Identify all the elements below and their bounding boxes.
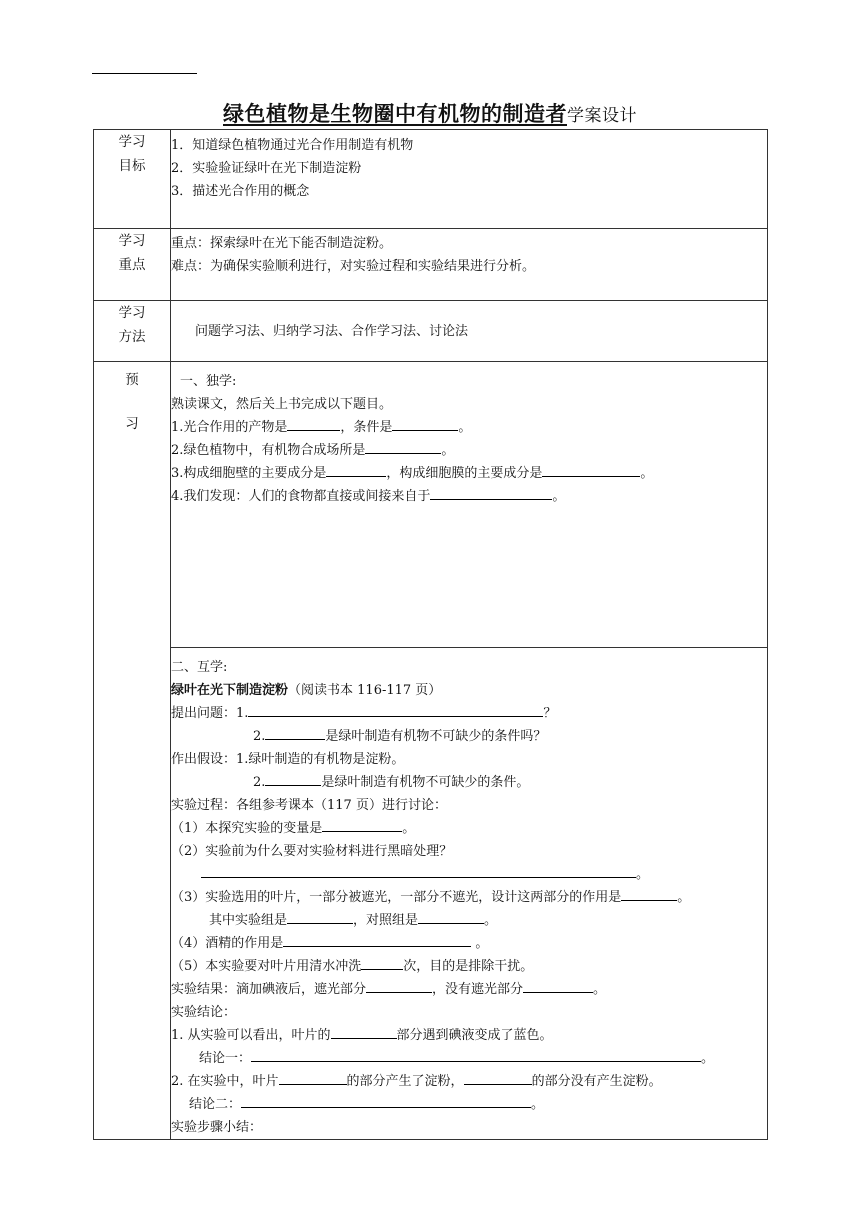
topic-line bbox=[171, 679, 767, 702]
blank[interactable] bbox=[365, 439, 441, 454]
self-study-intro: 熟读课文，然后关上书完成以下题目。 bbox=[171, 397, 393, 412]
text: 。 bbox=[484, 913, 498, 928]
process-3 bbox=[171, 886, 767, 909]
label-line: 重点 bbox=[118, 257, 146, 273]
text: 2. bbox=[253, 729, 266, 744]
text: ，构成细胞膜的主要成分是 bbox=[386, 466, 543, 481]
title-main: 绿色植物是生物圈中有机物的制造者 bbox=[223, 102, 567, 126]
blank[interactable] bbox=[287, 416, 340, 431]
question-3 bbox=[171, 462, 767, 485]
focus-row bbox=[94, 229, 768, 301]
text: 结论二： bbox=[189, 1097, 242, 1112]
blank[interactable] bbox=[287, 909, 353, 924]
text: 1.光合作用的产物是 bbox=[171, 420, 288, 435]
mutual-study-content bbox=[171, 648, 768, 1140]
conclusion-1 bbox=[171, 1024, 767, 1047]
label-line: 预 bbox=[125, 372, 139, 388]
text: （5）本实验要对叶片用清水冲洗 bbox=[171, 959, 362, 974]
text: （3）实验选用的叶片，一部分被遮光，一部分不遮光，设计这两部分的作用是 bbox=[171, 890, 622, 905]
blank[interactable] bbox=[430, 485, 552, 500]
text: 提出问题： bbox=[171, 706, 237, 721]
self-study-row bbox=[94, 362, 768, 648]
blank[interactable] bbox=[283, 932, 471, 947]
text: 结论一： bbox=[199, 1051, 252, 1066]
text: （1）本探究实验的变量是 bbox=[171, 821, 323, 836]
blank[interactable] bbox=[265, 771, 321, 786]
blank[interactable] bbox=[265, 725, 325, 740]
process-2: （2）实验前为什么要对实验材料进行黑暗处理？ bbox=[171, 844, 453, 859]
text: 。 bbox=[593, 982, 607, 997]
preview-label bbox=[94, 362, 171, 1140]
goals-row bbox=[94, 130, 768, 229]
blank[interactable] bbox=[201, 863, 636, 878]
summary-label: 实验步骤小结： bbox=[171, 1120, 263, 1135]
process-5 bbox=[171, 955, 767, 978]
question-1 bbox=[171, 416, 767, 439]
result-line bbox=[171, 978, 767, 1001]
blank[interactable] bbox=[331, 1024, 397, 1039]
text: 。 bbox=[402, 821, 416, 836]
conclusion-label: 实验结论： bbox=[171, 1005, 237, 1020]
blank[interactable] bbox=[621, 886, 677, 901]
blank[interactable] bbox=[241, 1093, 531, 1108]
page-title bbox=[0, 98, 860, 128]
label-line: 方法 bbox=[118, 329, 146, 345]
blank[interactable] bbox=[418, 909, 484, 924]
topic-note: （阅读书本 116-117 页） bbox=[288, 683, 442, 698]
hypothesis-line-1 bbox=[171, 748, 767, 771]
method-label bbox=[94, 301, 171, 362]
blank[interactable] bbox=[542, 462, 640, 477]
text: 的部分产生了淀粉， bbox=[346, 1074, 464, 1089]
label-line: 目标 bbox=[118, 158, 146, 174]
blank[interactable] bbox=[392, 416, 458, 431]
goal-item: 2．实验验证绿叶在光下制造淀粉 bbox=[171, 161, 362, 176]
conclusion-2 bbox=[171, 1070, 767, 1093]
text: ，没有遮光部分 bbox=[432, 982, 524, 997]
text: 2.绿色植物中，有机物合成场所是 bbox=[171, 443, 366, 458]
header-rule bbox=[92, 73, 197, 74]
text: 。 bbox=[677, 890, 691, 905]
focus-content bbox=[171, 229, 768, 301]
title-suffix: 学案设计 bbox=[567, 106, 637, 126]
blank[interactable] bbox=[251, 1047, 701, 1062]
method-content bbox=[171, 301, 768, 362]
process-2-answer bbox=[171, 863, 767, 886]
text: 部分遇到碘液变成了蓝色。 bbox=[396, 1028, 553, 1043]
blank[interactable] bbox=[464, 1070, 532, 1085]
blank[interactable] bbox=[322, 817, 402, 832]
conclusion-2b bbox=[171, 1093, 767, 1116]
text: （4）酒精的作用是 bbox=[171, 936, 284, 951]
focus-label bbox=[94, 229, 171, 301]
text: 。 bbox=[531, 1097, 545, 1112]
question-2 bbox=[171, 439, 767, 462]
topic: 绿叶在光下制造淀粉 bbox=[171, 683, 289, 698]
text: 2. bbox=[253, 775, 266, 790]
method-text: 问题学习法、归纳学习法、合作学习法、讨论法 bbox=[195, 323, 469, 339]
goals-label bbox=[94, 130, 171, 229]
blank[interactable] bbox=[326, 462, 386, 477]
text: 实验结果：滴加碘液后，遮光部分 bbox=[171, 982, 367, 997]
text: ？ bbox=[543, 706, 557, 721]
label-line: 学习 bbox=[118, 305, 146, 321]
text: 。 bbox=[640, 466, 654, 481]
goal-item: 3．描述光合作用的概念 bbox=[171, 184, 310, 199]
text: 。 bbox=[458, 420, 472, 435]
process-intro: 实验过程：各组参考课本（117 页）进行讨论： bbox=[171, 798, 447, 813]
process-4 bbox=[171, 932, 767, 955]
method-row bbox=[94, 301, 768, 362]
text: 的部分没有产生淀粉。 bbox=[531, 1074, 662, 1089]
blank[interactable] bbox=[279, 1070, 347, 1085]
label-line: 学习 bbox=[118, 134, 146, 150]
text: 1. 从实验可以看出，叶片的 bbox=[171, 1028, 331, 1043]
label-line: 学习 bbox=[118, 233, 146, 249]
question-line-1 bbox=[171, 702, 767, 725]
goal-item: 1．知道绿色植物通过光合作用制造有机物 bbox=[171, 138, 414, 153]
text: ，条件是 bbox=[340, 420, 393, 435]
goals-content bbox=[171, 130, 768, 229]
mutual-study-row bbox=[94, 648, 768, 1140]
blank[interactable] bbox=[361, 955, 403, 970]
process-3b bbox=[171, 909, 767, 932]
study-table bbox=[93, 129, 768, 1140]
text: 。 bbox=[441, 443, 455, 458]
text: 。 bbox=[552, 489, 566, 504]
text: 3.构成细胞壁的主要成分是 bbox=[171, 466, 327, 481]
label-line: 习 bbox=[125, 416, 139, 432]
hypothesis-line-2 bbox=[171, 771, 767, 794]
process-1 bbox=[171, 817, 767, 840]
text: ，对照组是 bbox=[353, 913, 419, 928]
text: 作出假设： bbox=[171, 752, 237, 767]
key-point: 重点：探索绿叶在光下能否制造淀粉。 bbox=[171, 236, 393, 251]
mutual-study-heading: 二、互学: bbox=[171, 660, 228, 675]
text: 。 bbox=[701, 1051, 715, 1066]
blank[interactable] bbox=[366, 978, 432, 993]
text: 次，目的是排除干扰。 bbox=[403, 959, 534, 974]
question-line-2 bbox=[171, 725, 767, 748]
text: 是绿叶制造有机物不可缺少的条件吗？ bbox=[325, 729, 547, 744]
text: 是绿叶制造有机物不可缺少的条件。 bbox=[321, 775, 530, 790]
self-study-content bbox=[171, 362, 768, 648]
question-4 bbox=[171, 485, 767, 508]
blank[interactable] bbox=[248, 702, 543, 717]
conclusion-1b bbox=[171, 1047, 767, 1070]
difficulty-point: 难点：为确保实验顺利进行，对实验过程和实验结果进行分析。 bbox=[171, 259, 536, 274]
text: 。 bbox=[636, 867, 650, 882]
text: 1. bbox=[236, 706, 249, 721]
text: 4.我们发现：人们的食物都直接或间接来自于 bbox=[171, 489, 431, 504]
text: 2. 在实验中，叶片 bbox=[171, 1074, 279, 1089]
blank[interactable] bbox=[523, 978, 593, 993]
self-study-heading: 一、独学: bbox=[180, 374, 237, 389]
text: 1.绿叶制造的有机物是淀粉。 bbox=[236, 752, 405, 767]
text: 其中实验组是 bbox=[209, 913, 288, 928]
text: 。 bbox=[471, 936, 489, 951]
